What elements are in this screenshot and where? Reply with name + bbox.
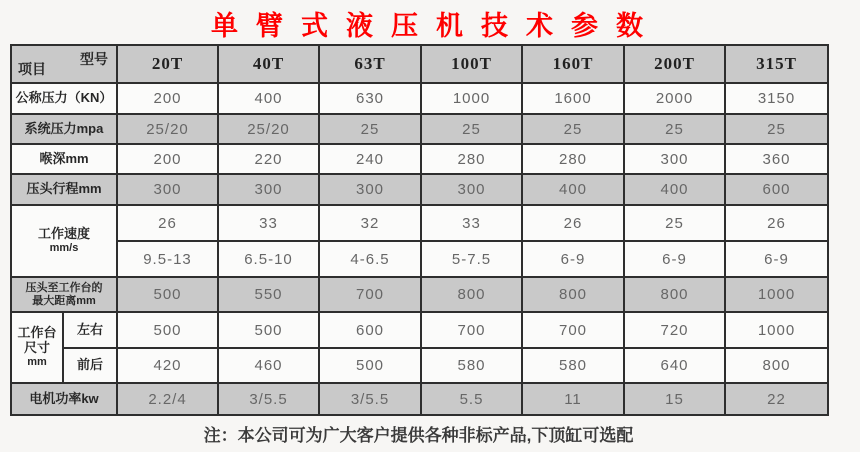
value-cell: 220	[218, 144, 319, 174]
value-cell: 580	[522, 348, 624, 383]
group-label-line1: 工作台	[17, 325, 57, 341]
page-title: 单臂式液压机技术参数	[211, 11, 661, 41]
value-cell: 400	[218, 83, 319, 114]
value-cell: 240	[319, 144, 421, 174]
value-cell: 25/20	[218, 114, 319, 144]
value-cell: 3/5.5	[218, 383, 319, 415]
value-cell: 22	[725, 383, 828, 415]
table-row	[11, 205, 828, 241]
value-cell: 300	[624, 144, 725, 174]
column-header: 200T	[624, 45, 725, 83]
value-cell: 700	[421, 312, 522, 348]
row-group-label	[11, 312, 63, 383]
value-cell: 300	[319, 174, 421, 205]
table-row	[11, 277, 828, 312]
column-header: 63T	[319, 45, 421, 83]
value-cell: 26	[117, 205, 218, 241]
value-cell: 5.5	[421, 383, 522, 415]
value-cell: 400	[522, 174, 624, 205]
header-row	[11, 45, 828, 83]
value-cell: 5-7.5	[421, 241, 522, 277]
corner-model-label: 型号	[80, 51, 108, 67]
value-cell: 11	[522, 383, 624, 415]
value-cell: 580	[421, 348, 522, 383]
value-cell: 32	[319, 205, 421, 241]
group-label-line3: mm	[27, 356, 47, 369]
value-cell: 800	[522, 277, 624, 312]
footnote: 注：本公司可为广大客户提供各种非标产品,下顶缸可选配	[203, 426, 634, 445]
table-row	[11, 383, 828, 415]
value-cell: 15	[624, 383, 725, 415]
row-label: 电机功率kw	[11, 383, 117, 415]
value-cell: 200	[117, 144, 218, 174]
row-label: 压头行程mm	[11, 174, 117, 205]
value-cell: 33	[421, 205, 522, 241]
column-header: 40T	[218, 45, 319, 83]
value-cell: 25	[319, 114, 421, 144]
column-header: 315T	[725, 45, 828, 83]
sub-row-label: 前后	[63, 348, 117, 383]
value-cell: 280	[522, 144, 624, 174]
column-header: 100T	[421, 45, 522, 83]
value-cell: 25	[624, 114, 725, 144]
table-row	[11, 114, 828, 144]
value-cell: 25	[522, 114, 624, 144]
value-cell: 600	[725, 174, 828, 205]
row-label	[11, 205, 117, 277]
table-row	[11, 144, 828, 174]
value-cell: 1600	[522, 83, 624, 114]
value-cell: 1000	[725, 277, 828, 312]
value-cell: 3/5.5	[319, 383, 421, 415]
value-cell: 500	[117, 277, 218, 312]
value-cell: 300	[117, 174, 218, 205]
value-cell: 300	[218, 174, 319, 205]
value-cell: 460	[218, 348, 319, 383]
table-row	[11, 241, 828, 277]
value-cell: 25	[725, 114, 828, 144]
value-cell: 9.5-13	[117, 241, 218, 277]
value-cell: 500	[319, 348, 421, 383]
value-cell: 2.2/4	[117, 383, 218, 415]
row-label-line2: 最大距离mm	[32, 294, 96, 307]
row-label: 系统压力mpa	[11, 114, 117, 144]
row-label-line1: 压头至工作台的	[25, 281, 103, 294]
column-header: 20T	[117, 45, 218, 83]
value-cell: 550	[218, 277, 319, 312]
value-cell: 720	[624, 312, 725, 348]
value-cell: 1000	[421, 83, 522, 114]
table-row	[11, 83, 828, 114]
value-cell: 500	[218, 312, 319, 348]
table-row	[11, 312, 828, 348]
corner-item-label: 项目	[18, 61, 46, 77]
value-cell: 4-6.5	[319, 241, 421, 277]
value-cell: 420	[117, 348, 218, 383]
row-label-line2: mm/s	[49, 242, 79, 255]
value-cell: 500	[117, 312, 218, 348]
group-label-line2: 尺寸	[23, 340, 50, 356]
value-cell: 6-9	[624, 241, 725, 277]
value-cell: 6.5-10	[218, 241, 319, 277]
value-cell: 700	[319, 277, 421, 312]
value-cell: 33	[218, 205, 319, 241]
spec-table	[10, 44, 829, 416]
table-row	[11, 174, 828, 205]
value-cell: 1000	[725, 312, 828, 348]
table-row	[11, 348, 828, 383]
value-cell: 6-9	[725, 241, 828, 277]
sub-row-label: 左右	[63, 312, 117, 348]
value-cell: 25	[421, 114, 522, 144]
row-label	[11, 277, 117, 312]
value-cell: 25	[624, 205, 725, 241]
row-label-line1: 工作速度	[37, 226, 90, 242]
value-cell: 26	[522, 205, 624, 241]
corner-cell	[11, 45, 117, 83]
value-cell: 700	[522, 312, 624, 348]
value-cell: 200	[117, 83, 218, 114]
value-cell: 2000	[624, 83, 725, 114]
value-cell: 26	[725, 205, 828, 241]
row-label: 喉深mm	[11, 144, 117, 174]
value-cell: 600	[319, 312, 421, 348]
value-cell: 3150	[725, 83, 828, 114]
value-cell: 6-9	[522, 241, 624, 277]
value-cell: 360	[725, 144, 828, 174]
value-cell: 300	[421, 174, 522, 205]
row-label: 公称压力（KN）	[11, 83, 117, 114]
value-cell: 630	[319, 83, 421, 114]
value-cell: 400	[624, 174, 725, 205]
value-cell: 800	[624, 277, 725, 312]
column-header: 160T	[522, 45, 624, 83]
value-cell: 25/20	[117, 114, 218, 144]
value-cell: 800	[421, 277, 522, 312]
value-cell: 640	[624, 348, 725, 383]
value-cell: 280	[421, 144, 522, 174]
value-cell: 800	[725, 348, 828, 383]
